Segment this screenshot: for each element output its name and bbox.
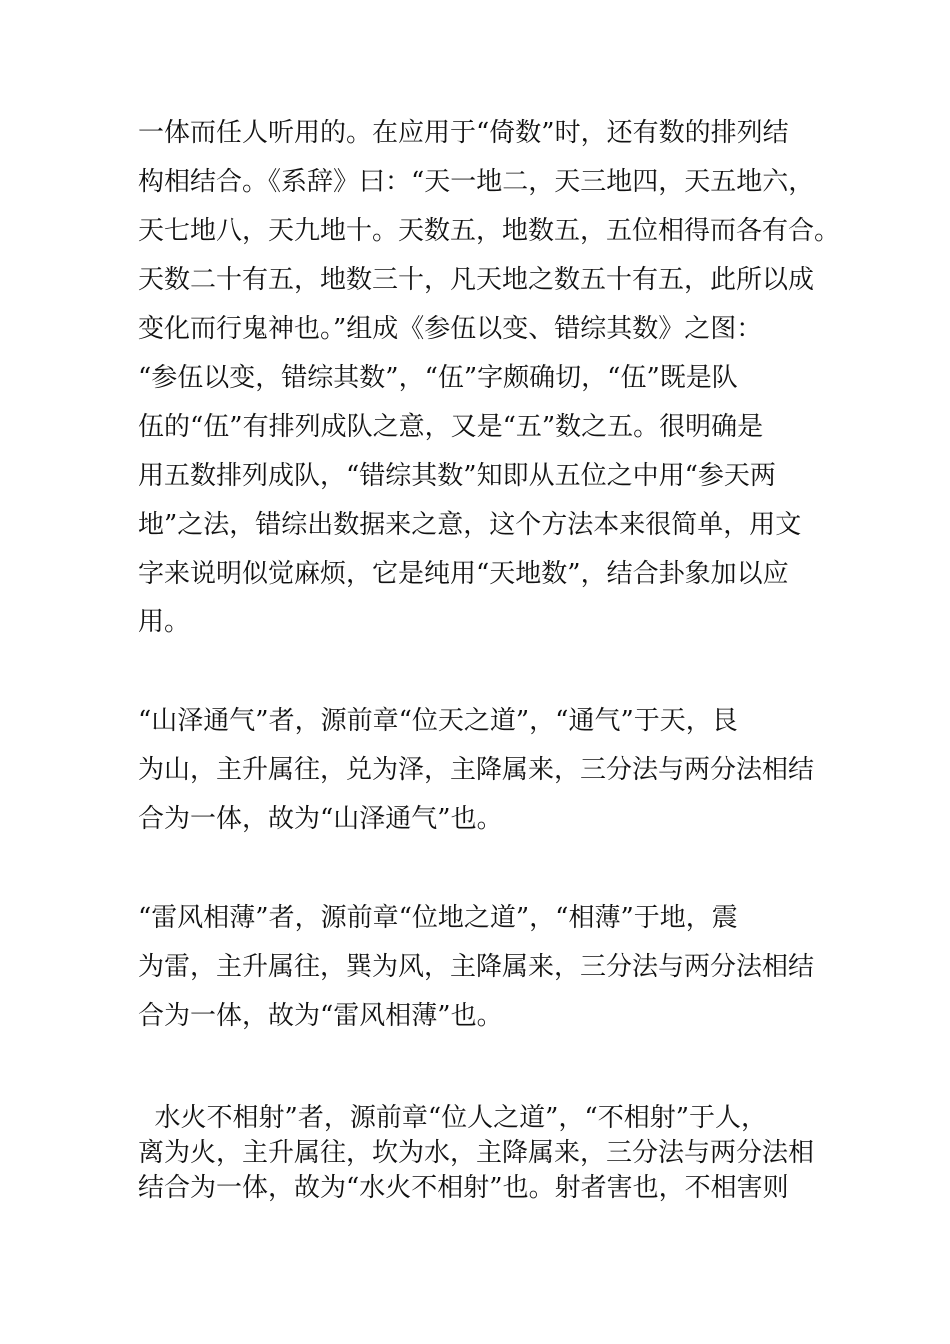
text-line: 合为一体，故为“山泽通气”也。	[138, 804, 503, 834]
text-line: 为山，主升属往，兑为泽，主降属来，三分法与两分法相结	[138, 755, 815, 785]
text-line: 为雷，主升属往，巽为风，主降属来，三分法与两分法相结	[138, 952, 815, 982]
text-line: “雷风相薄”者，源前章“位地之道”，“相薄”于地，震	[138, 903, 738, 933]
text-line: 离为火，主升属往，坎为水，主降属来，三分法与两分法相	[138, 1138, 815, 1168]
text-line: 天七地八，天九地十。天数五，地数五，五位相得而各有合。	[138, 216, 841, 246]
text-line: 地”之法，错综出数据来之意，这个方法本来很简单，用文	[138, 510, 802, 540]
text-line: 用五数排列成队，“错综其数”知即从五位之中用“参天两	[138, 461, 776, 491]
text-line: 合为一体，故为“雷风相薄”也。	[138, 1001, 503, 1031]
text-line: 结合为一体，故为“水火不相射”也。射者害也，不相害则	[138, 1173, 789, 1203]
text-line: 字来说明似觉麻烦，它是纯用“天地数”，结合卦象加以应	[138, 559, 789, 589]
text-line: 变化而行鬼神也。”组成《参伍以变、错综其数》之图：	[138, 314, 763, 344]
text-line: 天数二十有五，地数三十，凡天地之数五十有五，此所以成	[138, 265, 815, 295]
text-line: 构相结合。《系辞》曰：“天一地二，天三地四，天五地六，	[138, 167, 815, 197]
text-line: 一体而任人听用的。在应用于“倚数”时，还有数的排列结	[138, 118, 789, 148]
text-line: 用。	[138, 607, 191, 637]
text-line: 水火不相射”者，源前章“位人之道”，“不相射”于人，	[138, 1103, 767, 1133]
text-line: “参伍以变，错综其数”，“伍”字颇确切，“伍”既是队	[138, 363, 738, 393]
text-line: 伍的“伍”有排列成队之意，又是“五”数之五。很明确是	[138, 412, 764, 442]
text-line: “山泽通气”者，源前章“位天之道”，“通气”于天，艮	[138, 706, 738, 736]
